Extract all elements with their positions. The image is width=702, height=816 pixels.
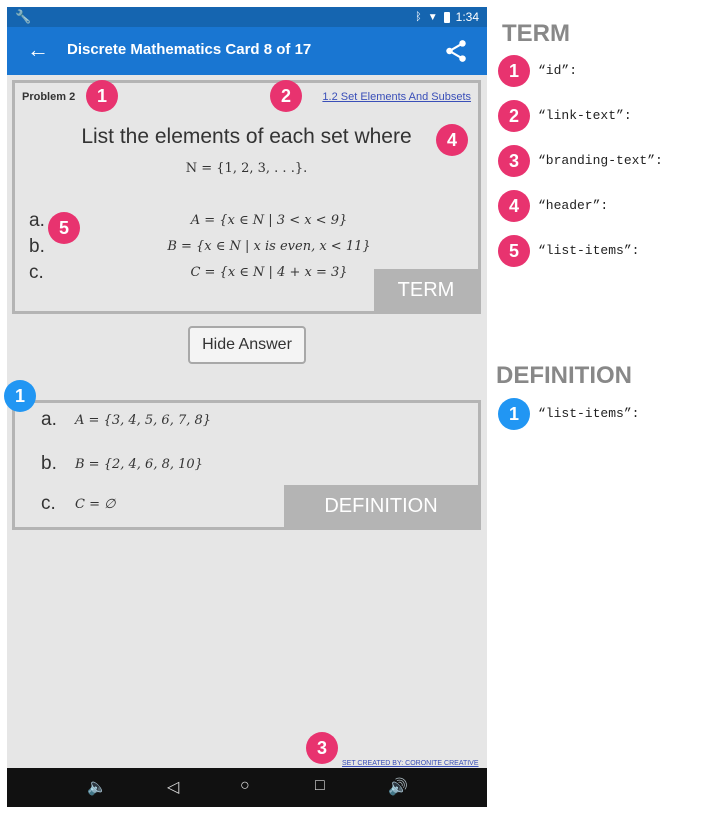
list-item-expression: B = {x ∈ N | x is even, x < 11} (167, 239, 371, 254)
problem-id: Problem 2 (22, 91, 76, 103)
annotation-badge: 3 (306, 732, 338, 764)
legend-key: “list-items”: (538, 406, 640, 421)
legend-key: “list-items”: (538, 243, 640, 258)
card-content (7, 75, 487, 768)
share-icon[interactable] (443, 38, 469, 64)
legend-key: “link-text”: (538, 108, 632, 123)
annotation-badge: 4 (498, 190, 530, 222)
term-header: List the elements of each set where (81, 125, 412, 148)
volume-down-icon[interactable]: 🔈 (87, 779, 107, 796)
list-item-expression: C = ∅ (75, 497, 116, 512)
annotation-badge: 2 (270, 80, 302, 112)
list-item-letter: a. (41, 409, 57, 430)
list-item-expression: A = {3, 4, 5, 6, 7, 8} (75, 413, 212, 428)
section-link[interactable]: 1.2 Set Elements And Subsets (322, 91, 471, 103)
branding-link[interactable]: SET CREATED BY: CORONITE CREATIVE (342, 760, 479, 767)
legend-key: “branding-text”: (538, 153, 663, 168)
legend-definition-title: DEFINITION (496, 362, 632, 389)
definition-tag: DEFINITION (284, 485, 478, 527)
bluetooth-icon: ᛒ (415, 11, 422, 23)
back-arrow-icon[interactable]: ← (27, 37, 49, 62)
battery-icon (444, 12, 450, 23)
phone-screen (7, 7, 487, 807)
annotation-badge: 1 (86, 80, 118, 112)
list-item-letter: a. (29, 210, 45, 231)
app-bar-title: Discrete Mathematics Card 8 of 17 (67, 41, 312, 58)
legend-term-title: TERM (502, 20, 570, 47)
annotation-badge: 1 (498, 398, 530, 430)
list-item-expression: A = {x ∈ N | 3 < x < 9} (190, 213, 348, 228)
status-bar (7, 7, 487, 27)
list-item-expression: B = {2, 4, 6, 8, 10} (75, 457, 203, 472)
annotation-badge: 1 (498, 55, 530, 87)
home-icon[interactable]: ○ (240, 777, 250, 794)
annotation-badge: 1 (4, 380, 36, 412)
back-nav-icon[interactable]: ◁ (167, 779, 180, 796)
list-item-letter: b. (41, 453, 57, 474)
term-tag: TERM (374, 269, 478, 311)
annotation-badge: 2 (498, 100, 530, 132)
annotation-badge: 3 (498, 145, 530, 177)
term-card (12, 80, 481, 314)
list-item (29, 210, 469, 236)
list-item-expression: C = {x ∈ N | 4 + x = 3} (190, 265, 348, 280)
annotation-badge: 4 (436, 124, 468, 156)
list-item-letter: b. (29, 236, 45, 257)
list-item (29, 236, 469, 262)
legend-key: “id”: (538, 63, 578, 78)
hide-answer-button[interactable]: Hide Answer (188, 326, 306, 364)
recents-icon[interactable]: □ (315, 777, 325, 794)
term-subheader: N = {1, 2, 3, . . .}. (185, 161, 308, 176)
wrench-icon: 🔧 (15, 9, 32, 24)
app-bar (7, 27, 487, 75)
status-time: 1:34 (455, 10, 479, 24)
system-nav-bar (7, 768, 487, 807)
list-item-letter: c. (29, 262, 44, 283)
annotation-badge: 5 (48, 212, 80, 244)
annotation-badge: 5 (498, 235, 530, 267)
legend-key: “header”: (538, 198, 609, 213)
list-item-letter: c. (41, 493, 56, 514)
definition-card (12, 400, 481, 530)
wifi-icon: ▼ (427, 11, 438, 23)
volume-up-icon[interactable]: 🔊 (388, 779, 408, 796)
